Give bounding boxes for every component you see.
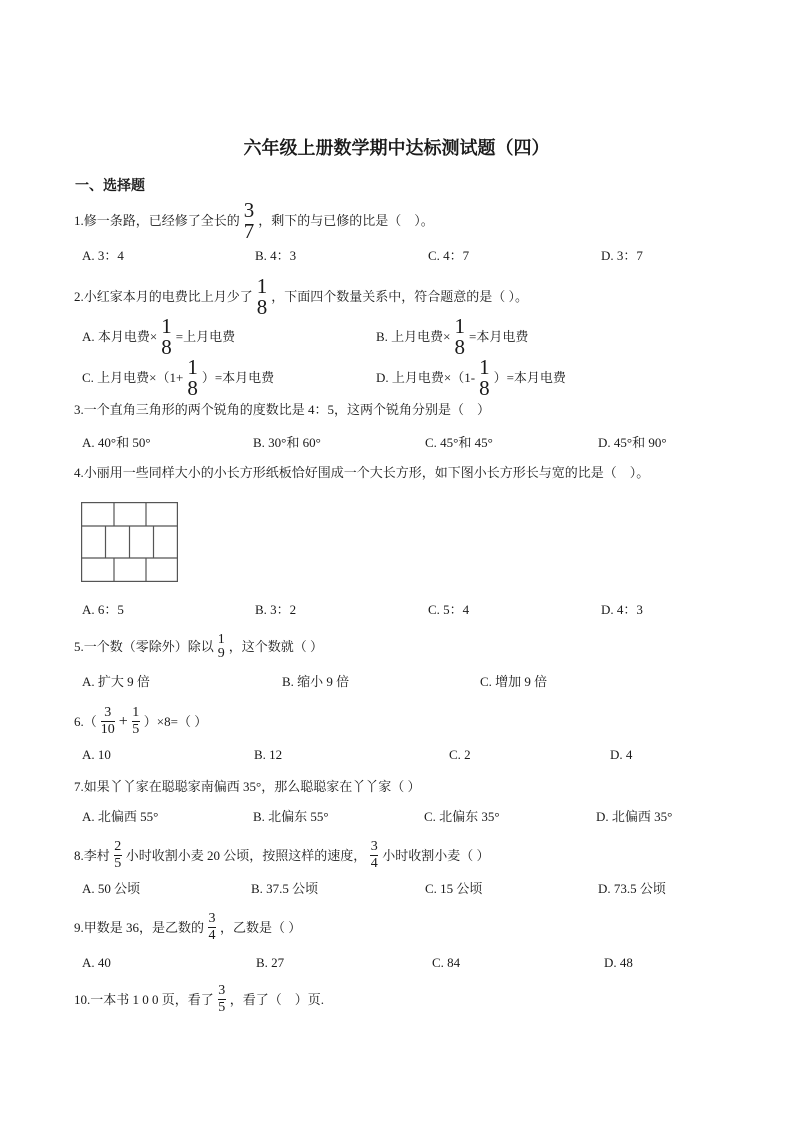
option-d[interactable]: D. 48 bbox=[604, 955, 633, 970]
question-5 bbox=[74, 633, 323, 661]
question-7 bbox=[74, 777, 420, 797]
question-text: 一个直角三角形的两个锐角的度数比是 4：5，这两个锐角分别是（ ） bbox=[83, 402, 491, 417]
question-text: 李村 bbox=[83, 847, 110, 863]
question-text: ，这个数就（ ） bbox=[228, 639, 324, 654]
question-number: 3. bbox=[74, 402, 84, 417]
fraction: 1 8 bbox=[479, 355, 490, 400]
option-d[interactable]: D. 4 bbox=[610, 747, 633, 762]
fraction: $\frac{2}{5}$ bbox=[114, 839, 122, 871]
option-a[interactable]: A. 6：5 bbox=[82, 602, 124, 617]
option-c[interactable]: C. 15 公顷 bbox=[425, 881, 483, 896]
option-a[interactable]: A. 10 bbox=[82, 747, 111, 762]
option-b[interactable]: B. 37.5 公顷 bbox=[251, 881, 319, 896]
option-b[interactable]: B. 4：3 bbox=[255, 248, 297, 263]
question-text: 小丽用一些同样大小的小长方形纸板恰好围成一个大长方形，如下图小长方形长与宽的比是（ ）。 bbox=[83, 465, 650, 480]
question-text: 如果丫丫家在聪聪家南偏西 35°，那么聪聪家在丫丫家（ ） bbox=[83, 779, 421, 794]
option-a[interactable]: A. 北偏西 55° bbox=[82, 809, 159, 824]
question-text: ，下面四个数量关系中，符合题意的是（ ）。 bbox=[271, 289, 529, 304]
page-title: 六年级上册数学期中达标测试题（四） bbox=[243, 138, 550, 159]
option-b[interactable]: B. 12 bbox=[254, 747, 283, 762]
option-a[interactable]: A. 3：4 bbox=[82, 248, 124, 263]
question-9 bbox=[74, 912, 301, 943]
option-c[interactable]: C. 增加 9 倍 bbox=[480, 674, 548, 689]
question-number: 6. bbox=[74, 713, 84, 729]
option-d[interactable]: D. 45°和 90° bbox=[598, 435, 667, 450]
question-text: 一本书 1 0 0 页，看了 bbox=[90, 991, 214, 1007]
option-d[interactable]: D. 上月电费×（1- 1 8 ）=本月电费 bbox=[376, 355, 566, 400]
fraction: 1 8 bbox=[187, 355, 198, 400]
question-6 bbox=[74, 706, 207, 737]
option-d[interactable]: D. 3：7 bbox=[601, 248, 643, 263]
question-1 bbox=[74, 200, 434, 242]
option-b[interactable]: B. 27 bbox=[256, 955, 285, 970]
option-c[interactable]: C. 84 bbox=[432, 955, 461, 970]
question-text: ，剩下的与已修的比是（ ）。 bbox=[258, 213, 434, 228]
question-3 bbox=[74, 400, 490, 420]
option-a[interactable]: A. 50 公顷 bbox=[82, 881, 141, 896]
option-d[interactable]: D. 北偏西 35° bbox=[596, 809, 673, 824]
option-c[interactable]: C. 5：4 bbox=[428, 602, 470, 617]
fraction: 1 8 bbox=[256, 274, 268, 319]
fraction: $\frac{3}{4}$ bbox=[208, 911, 216, 943]
option-d[interactable]: D. 73.5 公顷 bbox=[598, 881, 666, 896]
question-text: 甲数是 36，是乙数的 bbox=[83, 919, 205, 935]
fraction: $\frac{1}{5}$ bbox=[132, 705, 140, 737]
option-c[interactable]: C. 北偏东 35° bbox=[424, 809, 500, 824]
fraction: 1 8 bbox=[161, 314, 172, 359]
option-a[interactable]: A. 本月电费× 1 8 =上月电费 bbox=[82, 314, 236, 359]
question-text: （ bbox=[83, 713, 97, 729]
fraction: $\frac{3}{4}$ bbox=[370, 839, 378, 871]
question-number: 8. bbox=[74, 847, 84, 863]
fraction: $\frac{3}{5}$ bbox=[218, 983, 226, 1015]
question-text: 小时收割小麦 20 公顷，按照这样的速度， bbox=[125, 847, 367, 863]
option-a[interactable]: A. 40°和 50° bbox=[82, 435, 151, 450]
option-c[interactable]: C. 上月电费×（1+ 1 8 ）=本月电费 bbox=[82, 355, 275, 400]
question-number: 4. bbox=[74, 465, 84, 480]
option-b[interactable]: B. 上月电费× 1 8 =本月电费 bbox=[376, 314, 529, 359]
question-number: 2. bbox=[74, 289, 84, 304]
question-text: 小时收割小麦（ ） bbox=[382, 847, 490, 863]
option-b[interactable]: B. 缩小 9 倍 bbox=[282, 674, 350, 689]
fraction: 1 8 bbox=[454, 314, 466, 359]
option-a[interactable]: A. 扩大 9 倍 bbox=[82, 674, 150, 689]
option-b[interactable]: B. 30°和 60° bbox=[253, 435, 321, 450]
question-8 bbox=[74, 840, 490, 871]
question-text: ）×8=（ ） bbox=[143, 713, 208, 729]
fraction: 3 7 bbox=[243, 198, 255, 243]
question-text: ，看了（ ）页. bbox=[229, 991, 325, 1007]
fraction: $\frac{3}{10}$ bbox=[100, 705, 115, 737]
option-c[interactable]: C. 2 bbox=[449, 747, 471, 762]
option-c[interactable]: C. 4：7 bbox=[428, 248, 470, 263]
option-c[interactable]: C. 45°和 45° bbox=[425, 435, 493, 450]
option-b[interactable]: B. 北偏东 55° bbox=[253, 809, 329, 824]
option-d[interactable]: D. 4：3 bbox=[601, 602, 643, 617]
question-text: 修一条路，已经修了全长的 bbox=[83, 213, 240, 228]
question-text: + bbox=[118, 712, 128, 730]
section-heading: 一、选择题 bbox=[75, 178, 145, 194]
question-2 bbox=[74, 276, 528, 318]
question-4 bbox=[74, 463, 649, 483]
option-b[interactable]: B. 3：2 bbox=[255, 602, 297, 617]
question-number: 9. bbox=[74, 919, 84, 935]
question-number: 10. bbox=[74, 991, 91, 1007]
question-text: 小红家本月的电费比上月少了 bbox=[83, 289, 253, 304]
question-text: ，乙数是（ ） bbox=[220, 919, 302, 935]
option-a[interactable]: A. 40 bbox=[82, 955, 111, 970]
question-text: 一个数（零除外）除以 bbox=[83, 639, 214, 654]
question-number: 7. bbox=[74, 779, 84, 794]
question-10 bbox=[74, 984, 324, 1015]
rectangle-tiling-figure bbox=[81, 502, 178, 582]
question-number: 1. bbox=[74, 213, 84, 228]
question-number: 5. bbox=[74, 639, 84, 654]
fraction: 1 9 bbox=[217, 632, 225, 661]
